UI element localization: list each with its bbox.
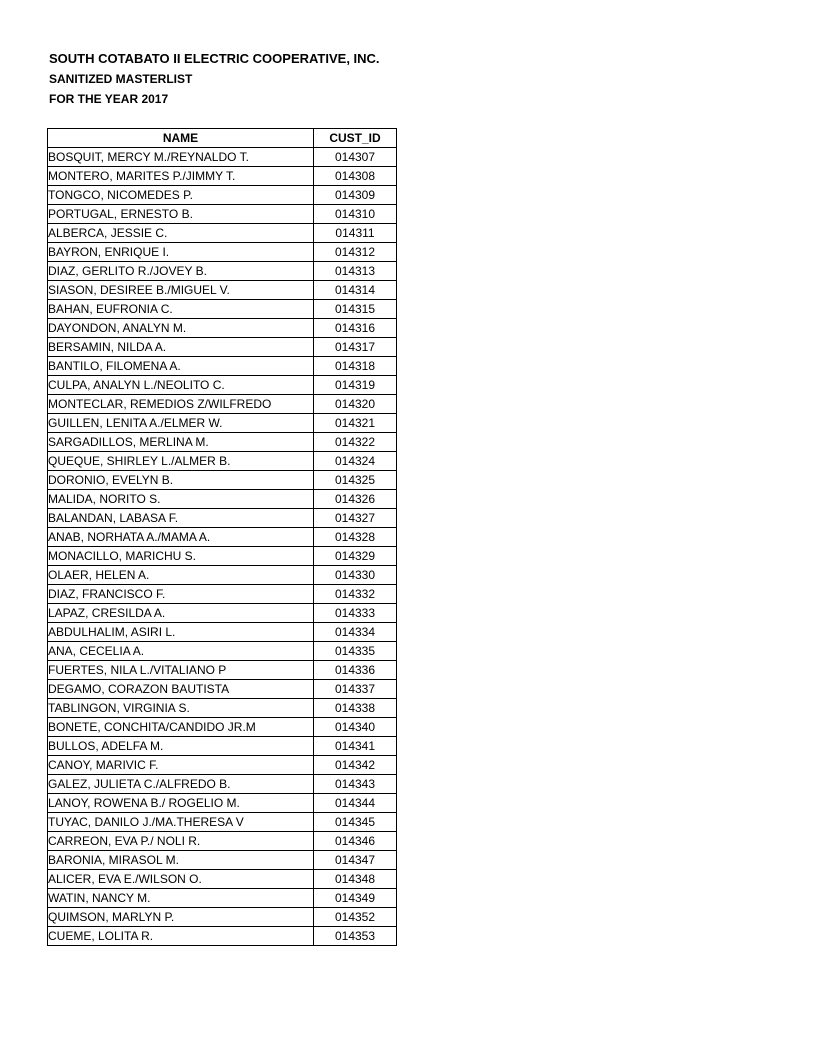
customer-name-cell: GUILLEN, LENITA A./ELMER W.: [48, 414, 314, 433]
customer-id-cell: 014344: [314, 794, 397, 813]
company-name: SOUTH COTABATO II ELECTRIC COOPERATIVE, INC.: [49, 51, 380, 66]
customer-id-cell: 014325: [314, 471, 397, 490]
customer-id-cell: 014320: [314, 395, 397, 414]
table-row: [48, 186, 397, 205]
customer-name-cell: ALICER, EVA E./WILSON O.: [48, 870, 314, 889]
customer-name-cell: TUYAC, DANILO J./MA.THERESA V: [48, 813, 314, 832]
customer-name-cell: FUERTES, NILA L./VITALIANO P: [48, 661, 314, 680]
customer-name-cell: DAYONDON, ANALYN M.: [48, 319, 314, 338]
customer-id-cell: 014335: [314, 642, 397, 661]
customer-id-cell: 014322: [314, 433, 397, 452]
customer-name-cell: ANA, CECELIA A.: [48, 642, 314, 661]
customer-name-cell: MALIDA, NORITO S.: [48, 490, 314, 509]
customer-id-cell: 014326: [314, 490, 397, 509]
customer-id-cell: 014338: [314, 699, 397, 718]
table-row: [48, 224, 397, 243]
customer-id-cell: 014324: [314, 452, 397, 471]
table-row: [48, 167, 397, 186]
customer-name-cell: BONETE, CONCHITA/CANDIDO JR.M: [48, 718, 314, 737]
table-row: [48, 604, 397, 623]
customer-id-cell: 014343: [314, 775, 397, 794]
table-row: [48, 414, 397, 433]
customer-name-cell: ALBERCA, JESSIE C.: [48, 224, 314, 243]
customer-id-cell: 014317: [314, 338, 397, 357]
table-row: [48, 851, 397, 870]
document-header: [49, 49, 380, 109]
customer-name-cell: BARONIA, MIRASOL M.: [48, 851, 314, 870]
table-row: [48, 148, 397, 167]
customer-name-cell: BOSQUIT, MERCY M./REYNALDO T.: [48, 148, 314, 167]
customer-id-cell: 014349: [314, 889, 397, 908]
customer-id-cell: 014333: [314, 604, 397, 623]
customer-name-cell: BULLOS, ADELFA M.: [48, 737, 314, 756]
table-row: [48, 395, 397, 414]
customer-name-cell: MONTERO, MARITES P./JIMMY T.: [48, 167, 314, 186]
table-row: [48, 205, 397, 224]
customer-name-cell: SIASON, DESIREE B./MIGUEL V.: [48, 281, 314, 300]
customer-id-cell: 014341: [314, 737, 397, 756]
customer-id-cell: 014334: [314, 623, 397, 642]
customer-name-cell: ABDULHALIM, ASIRI L.: [48, 623, 314, 642]
customer-id-cell: 014346: [314, 832, 397, 851]
customer-name-cell: PORTUGAL, ERNESTO B.: [48, 205, 314, 224]
table-row: [48, 300, 397, 319]
table-row: [48, 889, 397, 908]
customer-name-cell: QUEQUE, SHIRLEY L./ALMER B.: [48, 452, 314, 471]
table-row: [48, 908, 397, 927]
table-row: [48, 927, 397, 946]
customer-id-cell: 014336: [314, 661, 397, 680]
customer-name-cell: BERSAMIN, NILDA A.: [48, 338, 314, 357]
table-row: [48, 471, 397, 490]
customer-id-cell: 014337: [314, 680, 397, 699]
table-row: [48, 756, 397, 775]
customer-name-cell: OLAER, HELEN A.: [48, 566, 314, 585]
table-row: [48, 642, 397, 661]
customer-name-cell: QUIMSON, MARLYN P.: [48, 908, 314, 927]
table-row: [48, 547, 397, 566]
customer-id-cell: 014347: [314, 851, 397, 870]
table-header-row: [48, 129, 397, 148]
table-row: [48, 718, 397, 737]
table-row: [48, 433, 397, 452]
customer-name-cell: BANTILO, FILOMENA A.: [48, 357, 314, 376]
customer-name-cell: BAYRON, ENRIQUE I.: [48, 243, 314, 262]
customer-id-cell: 014314: [314, 281, 397, 300]
customer-id-cell: 014315: [314, 300, 397, 319]
table-row: [48, 623, 397, 642]
table-row: [48, 452, 397, 471]
table-body: [48, 148, 397, 946]
customer-id-cell: 014352: [314, 908, 397, 927]
table-row: [48, 870, 397, 889]
customer-name-cell: DIAZ, FRANCISCO F.: [48, 585, 314, 604]
table-row: [48, 832, 397, 851]
customer-name-cell: LANOY, ROWENA B./ ROGELIO M.: [48, 794, 314, 813]
customer-id-cell: 014309: [314, 186, 397, 205]
year-line: FOR THE YEAR 2017: [49, 92, 169, 106]
customer-name-cell: CUEME, LOLITA R.: [48, 927, 314, 946]
table-row: [48, 585, 397, 604]
table-row: [48, 661, 397, 680]
customer-id-cell: 014353: [314, 927, 397, 946]
customer-id-cell: 014313: [314, 262, 397, 281]
table-row: [48, 490, 397, 509]
customer-name-cell: DIAZ, GERLITO R./JOVEY B.: [48, 262, 314, 281]
customer-name-cell: BALANDAN, LABASA F.: [48, 509, 314, 528]
customer-name-cell: MONTECLAR, REMEDIOS Z/WILFREDO: [48, 395, 314, 414]
customer-name-cell: CARREON, EVA P./ NOLI R.: [48, 832, 314, 851]
table-row: [48, 357, 397, 376]
table-row: [48, 680, 397, 699]
customer-name-cell: WATIN, NANCY M.: [48, 889, 314, 908]
table-row: [48, 509, 397, 528]
customer-name-cell: CANOY, MARIVIC F.: [48, 756, 314, 775]
table-row: [48, 794, 397, 813]
customer-id-cell: 014312: [314, 243, 397, 262]
table-row: [48, 243, 397, 262]
customer-id-cell: 014318: [314, 357, 397, 376]
table-row: [48, 319, 397, 338]
customer-name-cell: ANAB, NORHATA A./MAMA A.: [48, 528, 314, 547]
table-row: [48, 338, 397, 357]
customer-id-cell: 014308: [314, 167, 397, 186]
customer-id-cell: 014332: [314, 585, 397, 604]
masterlist-table: [47, 128, 397, 946]
customer-name-cell: CULPA, ANALYN L./NEOLITO C.: [48, 376, 314, 395]
table-row: [48, 699, 397, 718]
table-row: [48, 262, 397, 281]
customer-name-cell: GALEZ, JULIETA C./ALFREDO B.: [48, 775, 314, 794]
table-row: [48, 376, 397, 395]
customer-id-cell: 014307: [314, 148, 397, 167]
table-row: [48, 566, 397, 585]
customer-name-cell: BAHAN, EUFRONIA C.: [48, 300, 314, 319]
table-row: [48, 281, 397, 300]
customer-id-cell: 014348: [314, 870, 397, 889]
customer-id-cell: 014311: [314, 224, 397, 243]
customer-name-cell: DORONIO, EVELYN B.: [48, 471, 314, 490]
document-subtitle: SANITIZED MASTERLIST: [49, 72, 193, 86]
customer-id-cell: 014321: [314, 414, 397, 433]
customer-id-cell: 014319: [314, 376, 397, 395]
table-row: [48, 737, 397, 756]
customer-name-cell: TONGCO, NICOMEDES P.: [48, 186, 314, 205]
column-header-cust-id: CUST_ID: [314, 129, 397, 148]
customer-id-cell: 014340: [314, 718, 397, 737]
customer-id-cell: 014330: [314, 566, 397, 585]
customer-name-cell: LAPAZ, CRESILDA A.: [48, 604, 314, 623]
customer-id-cell: 014345: [314, 813, 397, 832]
customer-id-cell: 014342: [314, 756, 397, 775]
customer-name-cell: MONACILLO, MARICHU S.: [48, 547, 314, 566]
customer-id-cell: 014327: [314, 509, 397, 528]
customer-id-cell: 014329: [314, 547, 397, 566]
column-header-name: NAME: [48, 129, 314, 148]
customer-name-cell: SARGADILLOS, MERLINA M.: [48, 433, 314, 452]
customer-name-cell: DEGAMO, CORAZON BAUTISTA: [48, 680, 314, 699]
table-row: [48, 813, 397, 832]
table-row: [48, 528, 397, 547]
customer-name-cell: TABLINGON, VIRGINIA S.: [48, 699, 314, 718]
customer-id-cell: 014316: [314, 319, 397, 338]
customer-id-cell: 014328: [314, 528, 397, 547]
customer-id-cell: 014310: [314, 205, 397, 224]
table-row: [48, 775, 397, 794]
